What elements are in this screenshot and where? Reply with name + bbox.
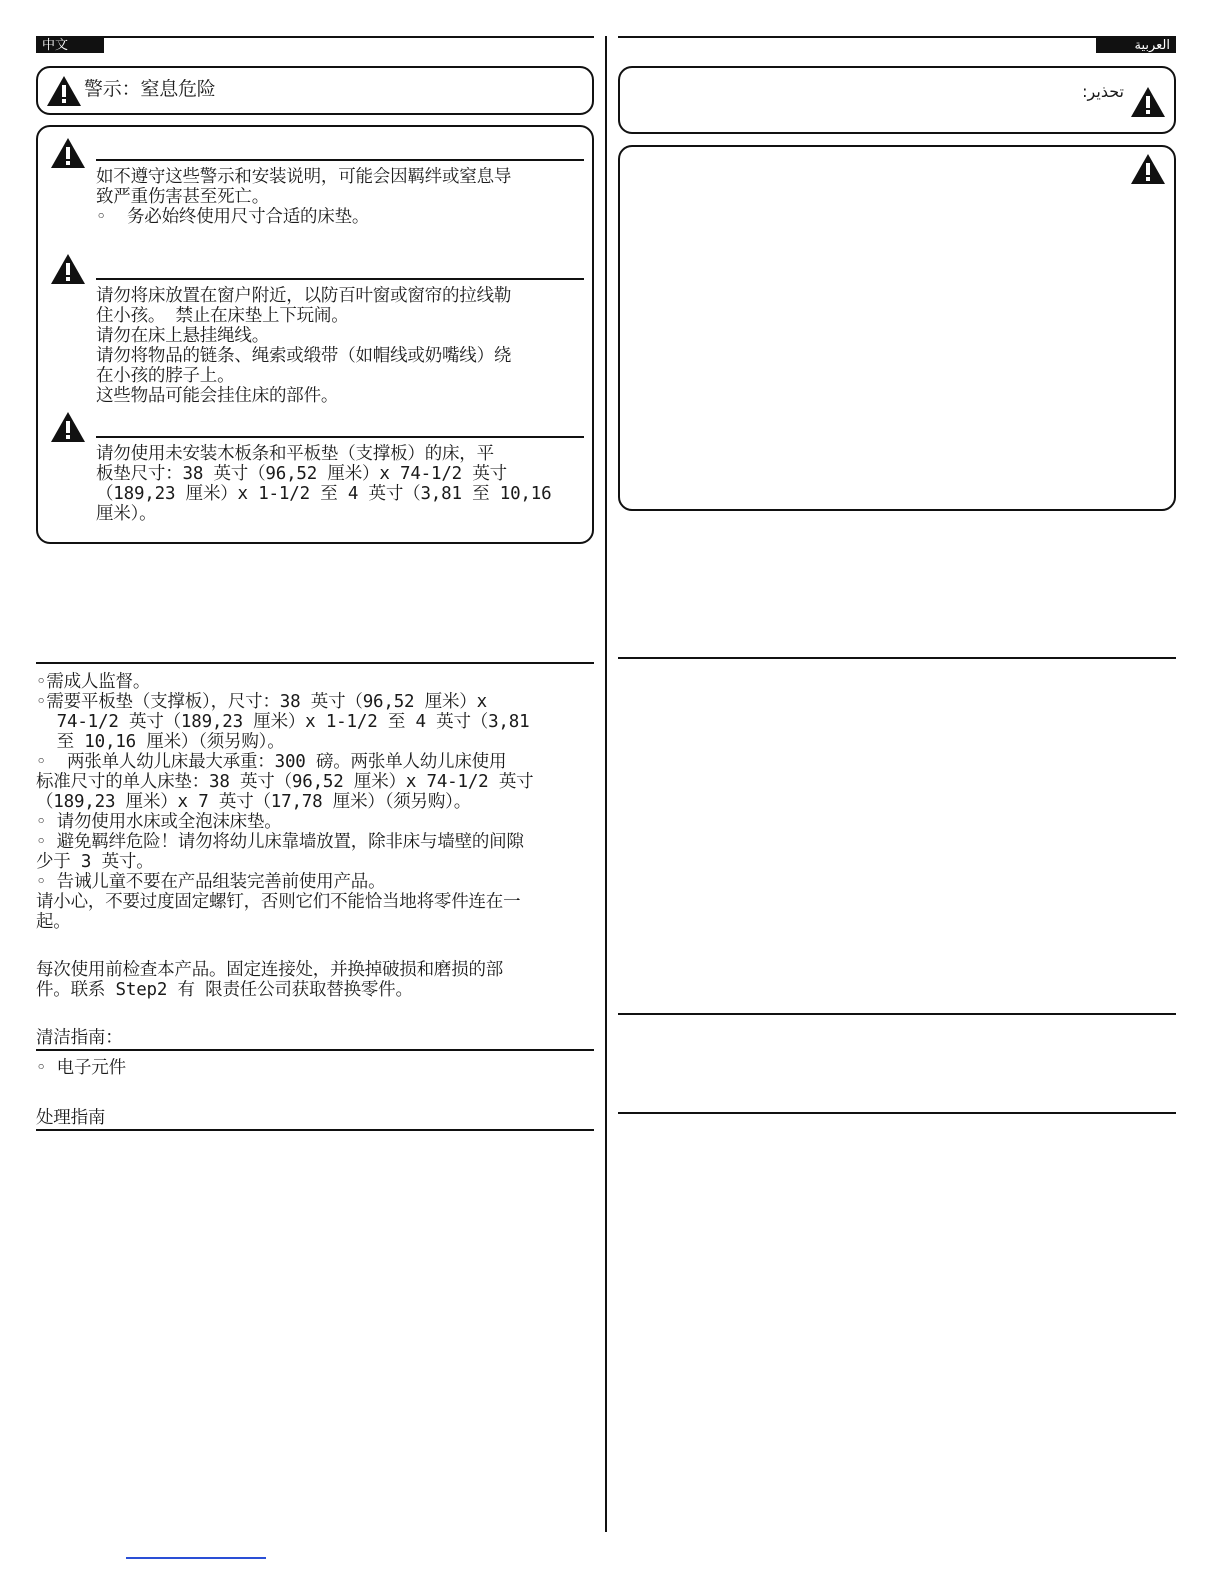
right-top-rule [618,36,1176,38]
warning-header-text-arabic: تحذير: [1082,82,1124,101]
disposal-title: 处理指南 [36,1108,106,1128]
warning-triangle-icon [50,137,86,169]
section1-text: 如不遵守这些警示和安装说明，可能会因羁绊或窒息导 致严重伤害甚至死亡。 [96,167,512,207]
cleaning-item: ◦ 电子元件 [36,1058,126,1078]
column-divider [605,36,607,1532]
right-cleaning-rule [618,1013,1176,1015]
warning-details-box [36,125,594,544]
cleaning-rule [36,1049,594,1051]
warning-triangle-icon [1130,153,1166,185]
section-rule [96,436,584,438]
right-notes-rule [618,657,1176,659]
warning-triangle-icon [1130,86,1166,118]
cleaning-title: 清洁指南： [36,1028,123,1048]
notes-top-rule [36,662,594,664]
section-rule [96,159,584,161]
warning-header-text: 警示：窒息危险 [84,78,216,100]
warning-triangle-icon [50,411,86,443]
lang-tab-chinese: 中文 [36,38,104,53]
disposal-rule [36,1129,594,1131]
section1-bullet: ◦ 务必始终使用尺寸合适的床垫。 [96,207,370,227]
warning-header-box [36,66,594,115]
warning-details-box-arabic [618,145,1176,511]
section2-text: 请勿将床放置在窗户附近，以防百叶窗或窗帘的拉线勒 住小孩。 禁止在床垫上下玩闹。 请勿在床上悬挂绳线。 请勿将物品的链条、绳索或缎带（如帽线或奶嘴线）绕 在小孩的脖子上。 这些物品可能会挂住床的部件。 [96,286,512,406]
section3-text: 请勿使用未安装木板条和平板垫（支撑板）的床，平 板垫尺寸：38 英寸（96,52 厘米）x 74-1/2 英寸 （189,23 厘米）x 1-1/2 至 4 英寸（3,81 至 10,16 厘米）。 [96,444,552,524]
footer-link-underline [126,1557,266,1559]
right-disposal-rule [618,1112,1176,1114]
left-top-rule [36,36,594,38]
section-rule [96,278,584,280]
general-notes: ◦需成人监督。 ◦需要平板垫（支撑板），尺寸：38 英寸（96,52 厘米）x 74-1/2 英寸（189,23 厘米）x 1-1/2 至 4 英寸（3,81 至 10,16 厘米）（须另购）。 ◦ 两张单人幼儿床最大承重：300 磅。两张单人幼儿床使用 标准尺寸的单人床垫：38 英寸（96,52 厘米）x 74-1/2 英寸 （189,23 厘米）x 7 英寸（17,78 厘米）（须另购）。 ◦ 请勿使用水床或全泡沫床垫。 ◦ 避免羁绊危险！请勿将幼儿床靠墙放置，除非床与墙壁的间隙 少于 3 英寸。 ◦ 告诫儿童不要在产品组装完善前使用产品。 请小心，不要过度固定螺钉，否则它们不能恰当地将零件连在一 起。 [36,672,534,932]
warning-header-box-arabic [618,66,1176,134]
lang-tab-arabic: العربية [1096,38,1176,53]
warning-triangle-icon [50,253,86,285]
warning-triangle-icon [46,75,82,107]
inspection-text: 每次使用前检查本产品。固定连接处，并换掉破损和磨损的部 件。联系 Step2 有 限责任公司获取替换零件。 [36,960,504,1000]
